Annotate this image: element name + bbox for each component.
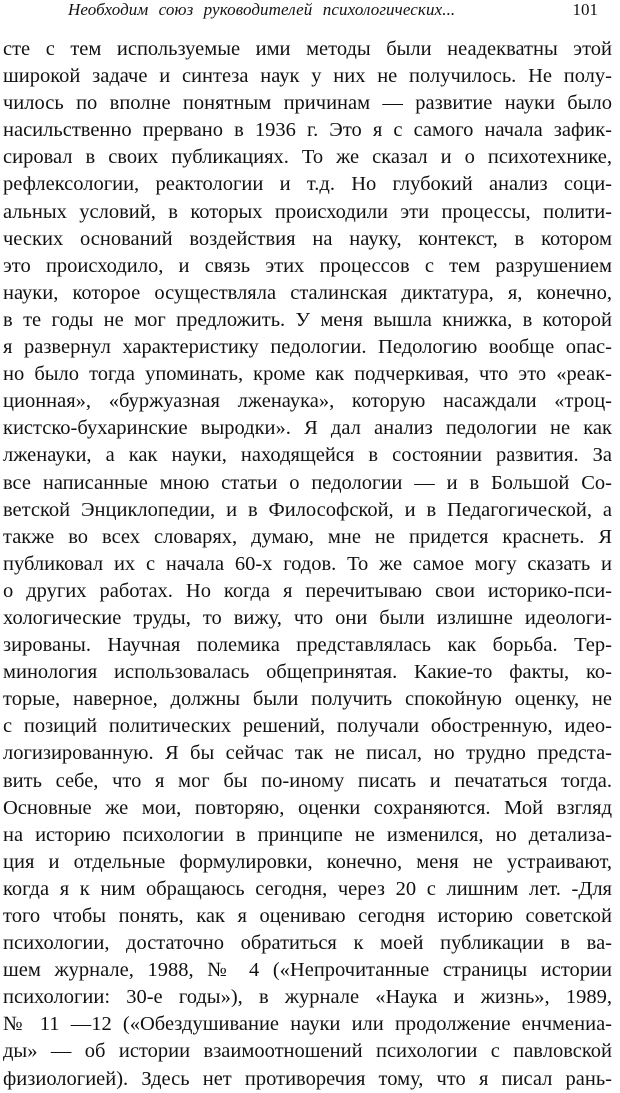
text-line: чилось по вполне понятным причинам — развитие науки было [3, 92, 612, 115]
text-line: ция и отдельные формулировки, конечно, меня не устраивают, [3, 850, 612, 873]
text-line: Основные же мои, повторяю, оценки сохраняются. Мой взгляд [3, 796, 612, 819]
text-line: ционная», «буржуазная лженаука», которую насаждали «троц- [3, 390, 612, 413]
text-line: в те годы не мог предложить. У меня вышла книжка, в которой [3, 308, 612, 331]
text-line: сировал в своих публикациях. То же сказал и о психотехнике, [3, 146, 612, 169]
text-line: ческих оснований воздействия на науку, контекст, в котором [3, 227, 612, 250]
text-line: физиологией). Здесь нет противоречия тому, что я писал рань- [3, 1067, 612, 1090]
body-text [3, 36, 612, 1093]
text-line: с позиций политических решений, получали обостренную, идео- [3, 715, 612, 738]
text-line: широкой задаче и синтеза наук у них не получилось. Не полу- [3, 65, 612, 88]
text-line: когда я к ним обращаюсь сегодня, через 20 с лишним лет. -Для [3, 877, 612, 900]
text-line: кистско-бухаринские выродки». Я дал анализ педологии не как [3, 417, 612, 440]
text-line: лженауки, а как науки, находящейся в состоянии развития. За [3, 444, 612, 467]
text-line: хологические труды, то вижу, что они были излишне идеологи- [3, 606, 612, 629]
text-line: того чтобы понять, как я оцениваю сегодня историю советской [3, 905, 612, 927]
text-line: ветской Энциклопедии, и в Философской, и в Педагогической, а [3, 498, 612, 521]
text-line: шем журнале, 1988, № 4 («Непрочитанные страницы истории [3, 959, 612, 982]
text-line: публиковал их с начала 60-х годов. То же самое могу сказать и [3, 552, 612, 575]
text-line: логизированную. Я бы сейчас так не писал, но трудно предста- [3, 742, 612, 765]
text-line: насильственно прервано в 1936 г. Это я с самого начала зафик- [3, 119, 612, 142]
text-line: на историю психологии в принципе не изменился, но детализа- [3, 823, 612, 846]
text-line: ды» — об истории взаимоотношений психологии с павловской [3, 1040, 612, 1063]
text-line: вить себе, что я мог бы по-иному писать и печататься тогда. [3, 769, 612, 792]
text-line: также во всех словарях, думаю, мне не придется краснеть. Я [3, 525, 612, 548]
page-number: 101 [572, 0, 598, 19]
text-line: но было тогда упоминать, кроме как подчеркивая, что это «реак- [3, 363, 612, 386]
text-line: зированы. Научная полемика представлялась как борьба. Тер- [3, 634, 612, 657]
text-line: психологии: 30-е годы»), в журнале «Наука и жизнь», 1989, [3, 986, 612, 1009]
page-header [20, 0, 602, 24]
text-line: я развернул характеристику педологии. Педологию вообще опас- [3, 336, 612, 359]
text-line: сте с тем используемые ими методы были неадекватны этой [3, 38, 612, 60]
text-line: торые, наверное, должны были получить спокойную оценку, не [3, 688, 612, 711]
text-line: психологии, достаточно обратиться к моей публикации в ва- [3, 932, 612, 955]
text-line: рефлексологии, реактологии и т.д. Но глубокий анализ соци- [3, 173, 612, 196]
running-title: Необходим союз руководителей психологических... [68, 0, 456, 19]
text-line: все написанные мною статьи о педологии — и в Большой Со- [3, 471, 612, 494]
text-line: № 11 —12 («Обездушивание науки или продолжение енчмениа- [3, 1013, 612, 1036]
text-line: о других работах. Но когда я перечитываю свои историко-пси- [3, 579, 612, 602]
text-line: это происходило, и связь этих процессов с тем разрушением [3, 254, 612, 277]
text-line: минология использовалась общепринятая. Какие-то факты, ко- [3, 661, 612, 684]
text-line: альных условий, в которых происходили эти процессы, полити- [3, 200, 612, 223]
text-line: науки, которое осуществляла сталинская диктатура, я, конечно, [3, 281, 612, 304]
